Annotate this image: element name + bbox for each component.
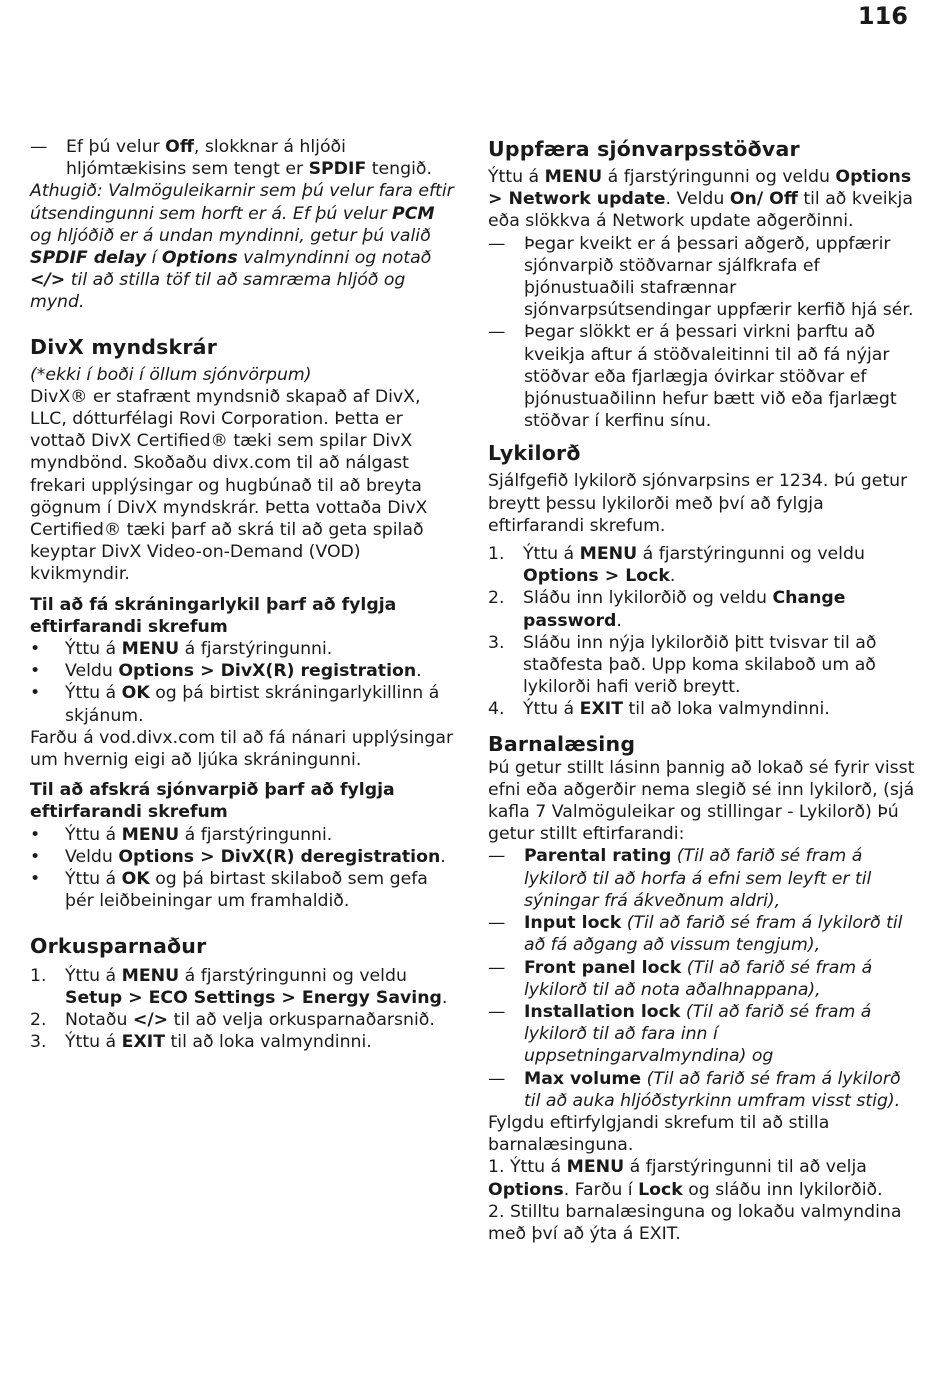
left-column: [30, 136, 456, 1053]
list-item: — Installation lock (Til að farið sé fram á lykilorð til að fara inn í uppsetningarvalmyndina) og: [488, 1001, 872, 1067]
list-item: 3. Ýttu á EXIT til að loka valmyndinni.: [30, 1032, 372, 1053]
left-right-arrows-icon: </>: [30, 270, 66, 291]
spdif-off-item: — Ef þú velur Off, slokknar á hljóði hljómtækisins sem tengt er SPDIF tengið.: [30, 137, 432, 180]
energy-saving-heading: Orkusparnaður: [30, 933, 207, 958]
registration-followup: Farðu á vod.divx.com til að fá nánari upplýsingar um hvernig eigi að ljúka skráningunni.: [30, 727, 454, 771]
divx-heading: DivX myndskrár: [30, 334, 218, 359]
child-lock-body: Þú getur stillt lásinn þannig að lokað sé fyrir visst efni eða aðgerðir nema slegið sé inn lykilorð, (sjá kafla 7 Valmöguleikar og stillingar - Lykilorð) Þú getur stillt eftirfarandi:: [488, 757, 915, 845]
child-lock-step-1: 1. Ýttu á MENU á fjarstýringunni til að velja Options. Farðu í Lock og sláðu inn lykilorðið.: [488, 1157, 883, 1200]
child-lock-step-2: 2. Stilltu barnalæsinguna og lokaðu valmyndina með því að ýta á EXIT.: [488, 1201, 902, 1244]
list-item: — Parental rating (Til að farið sé fram á lykilorð til að horfa á efni sem leyft er til sýningar frá ákveðnum aldri),: [488, 846, 872, 911]
deregistration-heading: Til að afskrá sjónvarpið þarf að fylgja eftirfarandi skrefum: [30, 780, 395, 823]
page-number: 116: [857, 2, 908, 30]
list-item: 2. Notaðu </> til að velja orkusparnaðarsnið.: [30, 1009, 435, 1030]
list-item: — Þegar kveikt er á þessari aðgerð, uppfærir sjónvarpið stöðvarnar sjálfkrafa ef þjónustuaðili stafrænnar sjónvarpsútsendingar uppfærir kerfið hjá sér.: [488, 233, 914, 321]
list-item: — Input lock (Til að farið sé fram á lykilorð til að fá aðgang að vissum tengjum),: [488, 913, 903, 956]
divx-body: DivX® er stafrænt myndsnið skapað af DivX, LLC, dótturfélagi Rovi Corporation. Þetta er vottað DivX Certified® tæki sem spilar DivX myndbönd. Skoðaðu divx.com til að nálgast frekari upplýsingar og hugbúnað til að breyta gögnum í DivX myndskrár. Þetta vottaða DivX Certified® tæki þarf að skrá til að geta spilað keyptar DivX Video-on-Demand (VOD) kvikmyndir.: [30, 386, 428, 585]
divx-availability-note: (*ekki í boði í öllum sjónvörpum): [30, 364, 312, 385]
list-item: — Max volume (Til að farið sé fram á lykilorð til að auka hljóðstyrkinn umfram visst stig).: [488, 1068, 901, 1111]
list-item: • Ýttu á MENU á fjarstýringunni.: [30, 824, 333, 845]
password-heading: Lykilorð: [488, 441, 581, 466]
left-right-arrows-icon: </>: [132, 1009, 169, 1030]
child-lock-followup: Fylgdu eftirfylgjandi skrefum til að stilla barnalæsinguna.: [488, 1112, 830, 1156]
list-item: • Ýttu á OK og þá birtist skráningarlykillinn á skjánum.: [30, 683, 440, 726]
note-paragraph: Athugið: Valmöguleikarnir sem þú velur fara eftir útsendingunni sem horft er á. Ef þú velur PCM og hljóðið er á undan myndinni, getur þú valið SPDIF delay í Options valmyndinni og notað </> til að stilla töf til að samræma hljóð og mynd.: [30, 181, 454, 313]
channel-update-heading: Uppfæra sjónvarpsstöðvar: [488, 137, 800, 161]
list-item: — Front panel lock (Til að farið sé fram á lykilorð til að nota aðalhnappana),: [488, 957, 873, 1000]
channel-update-body: Ýttu á MENU á fjarstýringunni og veldu Options > Network update. Veldu On/ Off til að kveikja eða slökkva á Network update aðgerðinni.: [488, 167, 913, 232]
right-column: [488, 136, 918, 1245]
password-body: Sjálfgefið lykilorð sjónvarpsins er 1234. Þú getur breytt þessu lykilorði með því að fylgja eftirfarandi skrefum.: [488, 471, 908, 536]
list-item: 1. Ýttu á MENU á fjarstýringunni og veldu Setup > ECO Settings > Energy Saving.: [30, 965, 448, 1008]
dash-marker: —: [30, 137, 48, 157]
list-item: 3. Sláðu inn nýja lykilorðið þitt tvisvar til að staðfesta það. Upp koma skilaboð um að lykilorði hafi verið breytt.: [488, 632, 877, 698]
list-item: — Þegar slökkt er á þessari virkni þarftu að kveikja aftur á stöðvaleitinni til að fá nýjar stöðvar eða fjarlægja óvirkar stöðvar ef þjónustuaðilinn hefur bætt við eða fjarlægt stöðvar í kerfinu sínu.: [488, 322, 897, 432]
list-item: 1. Ýttu á MENU á fjarstýringunni og veldu Options > Lock.: [488, 544, 865, 587]
list-item: 4. Ýttu á EXIT til að loka valmyndinni.: [488, 699, 830, 720]
registration-heading: Til að fá skráningarlykil þarf að fylgja eftirfarandi skrefum: [30, 594, 397, 637]
child-lock-heading: Barnalæsing: [488, 731, 636, 756]
list-item: • Ýttu á OK og þá birtast skilaboð sem gefa þér leiðbeiningar um framhaldið.: [30, 869, 428, 912]
list-item: • Ýttu á MENU á fjarstýringunni.: [30, 639, 333, 660]
list-item: • Veldu Options > DivX(R) deregistration.: [30, 846, 446, 867]
list-item: • Veldu Options > DivX(R) registration.: [30, 661, 422, 682]
list-item: 2. Sláðu inn lykilorðið og veldu Change password.: [488, 588, 846, 631]
